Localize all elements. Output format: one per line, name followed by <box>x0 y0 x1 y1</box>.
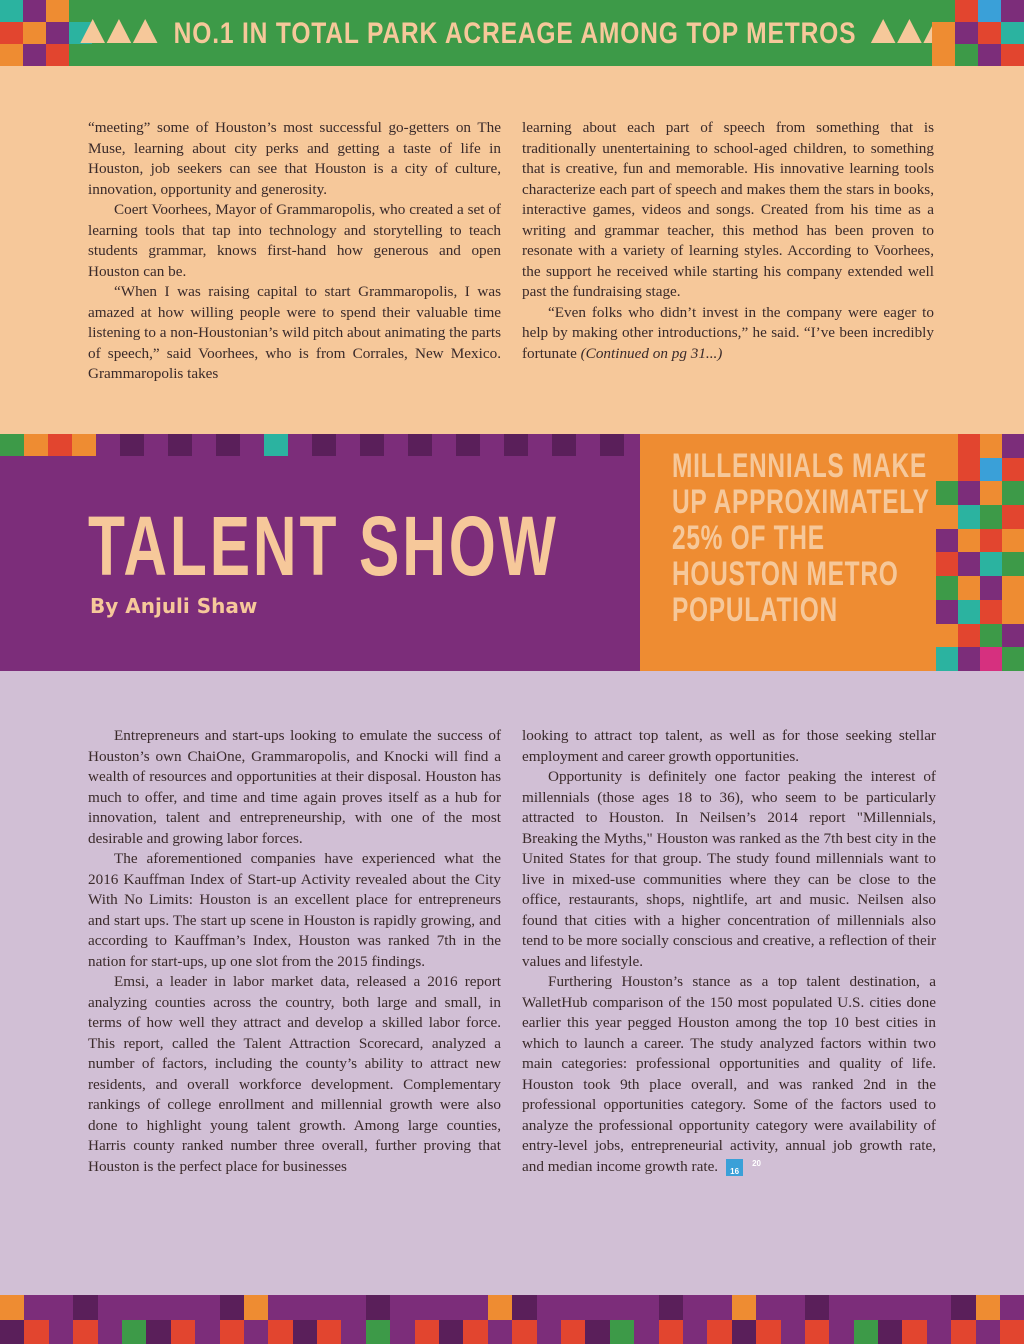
checker-tile <box>902 1295 926 1320</box>
checker-tile <box>610 1295 634 1320</box>
article-column-left <box>88 726 501 1177</box>
checker-tile <box>585 1295 609 1320</box>
checker-tile <box>659 1320 683 1344</box>
band-right-tiles <box>936 434 1024 671</box>
checker-tile <box>244 1320 268 1344</box>
checker-tile <box>98 1295 122 1320</box>
checker-tile <box>537 1320 561 1344</box>
year-2016-icon <box>726 1158 762 1176</box>
checker-tile <box>24 1320 48 1344</box>
paragraph: “meeting” some of Houston’s most successful go-getters on The Muse, learning about city perks and getting a taste of life in Houston, job seekers can see that Houston is a city of culture, innovation, opportunity and generosity. <box>88 119 501 198</box>
continued-article-section <box>0 66 1024 434</box>
paragraph: Coert Voorhees, Mayor of Grammaropolis, who created a set of learning tools that tap into technology and storytelling to teach students grammar, knows first-hand how generous and open Houston can be. <box>88 201 501 280</box>
checker-tile <box>0 1295 24 1320</box>
checker-tile <box>683 1295 707 1320</box>
continued-column-right <box>522 118 934 364</box>
checker-tile <box>317 1295 341 1320</box>
checker-tile <box>415 1295 439 1320</box>
checker-tile <box>878 1295 902 1320</box>
checker-tile <box>98 1320 122 1344</box>
headline-band <box>0 434 1024 671</box>
checker-tile <box>488 1295 512 1320</box>
checker-tile <box>854 1320 878 1344</box>
paragraph: The aforementioned companies have experienced what the 2016 Kauffman Index of Start-up Activity revealed about the City With No Limits: Houston is an excellent place for entrepreneurs and start ups. The start up scene in Houston is rapidly growing, and according to Kauffman’s Index, Houston was ranked 7th in the nation for start-ups, up one slot from the 2015 findings. <box>88 850 501 970</box>
top-banner <box>0 0 1024 66</box>
checker-tile <box>561 1320 585 1344</box>
checker-tile <box>293 1320 317 1344</box>
bottom-checker-strip <box>0 1295 1024 1344</box>
checker-tile <box>220 1295 244 1320</box>
checker-tile <box>488 1320 512 1344</box>
article-title: TALENT SHOW <box>88 499 559 593</box>
checker-tile <box>195 1295 219 1320</box>
checker-tile <box>878 1320 902 1344</box>
checker-tile <box>24 1295 48 1320</box>
checker-tile <box>512 1295 536 1320</box>
checker-tile <box>634 1295 658 1320</box>
checker-tile <box>341 1320 365 1344</box>
checker-tile <box>537 1295 561 1320</box>
paragraph: looking to attract top talent, as well as for those seeking stellar employment and career growth opportunities. <box>522 727 936 765</box>
checker-tile <box>732 1295 756 1320</box>
checker-tile <box>829 1320 853 1344</box>
checker-tile <box>341 1295 365 1320</box>
checker-strip <box>0 434 624 456</box>
checker-tile <box>390 1320 414 1344</box>
banner-headline <box>173 12 857 56</box>
triangle-ornament-left <box>80 17 159 51</box>
checker-tile <box>390 1295 414 1320</box>
paragraph <box>522 303 934 365</box>
main-article-section <box>0 671 1024 1295</box>
byline: By Anjuli Shaw <box>90 594 258 618</box>
checker-tile <box>805 1295 829 1320</box>
checker-tile <box>976 1295 1000 1320</box>
continued-link[interactable]: (Continued on pg 31...) <box>580 344 723 362</box>
paragraph: Emsi, a leader in labor market data, released a 2016 report analyzing counties across the country, both large and small, in terms of how well they attract and develop a skilled labor force. This report, called the Talent Attraction Scorecard, analyzed a number of factors, including the county’s ability to attract new residents, and overall workforce development. Complementary rankings of college enrollment and millennial growth were also done to highlight young talent growth. Among large counties, Harris county ranked number three overall, further proving that Houston is the perfect place for businesses <box>88 973 501 1175</box>
checker-tile <box>73 1295 97 1320</box>
checker-tile <box>951 1295 975 1320</box>
checker-tile <box>122 1295 146 1320</box>
checker-tile <box>244 1295 268 1320</box>
checker-tile <box>854 1295 878 1320</box>
checker-tile <box>829 1295 853 1320</box>
paragraph <box>522 972 936 1177</box>
checker-tile <box>146 1295 170 1320</box>
checker-tile <box>781 1320 805 1344</box>
continued-column-left <box>88 118 501 385</box>
paragraph: Entrepreneurs and start-ups looking to emulate the success of Houston’s own ChaiOne, Grammaropolis, and Knocki will find a wealth of resources and opportunities at their disposal. Houston has much to offer, and time and time again proves itself as a hub for innovation, talent and entrepreneurship, with one of the most desirable and growing labor forces. <box>88 727 501 847</box>
checker-tile <box>439 1320 463 1344</box>
checker-tile <box>146 1320 170 1344</box>
checker-tile <box>976 1320 1000 1344</box>
banner-left-tiles <box>0 0 92 66</box>
stat-callout: MILLENNIALS MAKE UP APPROXIMATELY 25% OF THE HOUSTON METRO POPULATION <box>672 447 930 629</box>
checker-tile <box>195 1320 219 1344</box>
checker-tile <box>463 1295 487 1320</box>
checker-tile <box>634 1320 658 1344</box>
checker-tile <box>439 1295 463 1320</box>
checker-tile <box>317 1320 341 1344</box>
checker-tile <box>171 1295 195 1320</box>
checker-tile <box>927 1320 951 1344</box>
checker-tile <box>293 1295 317 1320</box>
checker-tile <box>122 1320 146 1344</box>
checker-tile <box>756 1295 780 1320</box>
stat-callout-panel <box>640 434 936 671</box>
paragraph: Opportunity is definitely one factor peaking the interest of millennials (those ages 18 to 36), who seem to be particularly attracted to Houston. In Neilsen’s 2014 report "Millennials, Breaking the Myths," Houston was ranked as the 7th best city in the United States for that group. The study found millennials want to live in mixed-use communities where they can be close to the office, restaurants, shops, nightlife, art and music. Neilsen also found that cities with a higher concentration of millennials also tend to be more socially conscious and creative, a reflection of their values and lifestyle. <box>522 768 936 970</box>
checker-tile <box>0 1320 24 1344</box>
checker-tile <box>49 1320 73 1344</box>
icon-line-2: 16 <box>730 1166 740 1176</box>
checker-tile <box>610 1320 634 1344</box>
article-column-right <box>522 726 936 1177</box>
paragraph: learning about each part of speech from something that is traditionally unentertaining to school-aged children, to something that is creative, fun and memorable. His innovative learning tools characterize each part of speech and makes them the stars in books, interactive games, videos and songs. Created from his time as a writing and grammar teacher, this method has been proven to resonate with a variety of learning styles. According to Voorhees, the support he received while starting his company extended well past the fundraising stage. <box>522 119 934 300</box>
checker-tile <box>1000 1295 1024 1320</box>
paragraph-text: “Even folks who didn’t invest in the company were eager to help by making other introductions,” he said. “I’ve been incredibly fortunate <box>522 303 934 362</box>
checker-tile <box>366 1295 390 1320</box>
checker-tile <box>902 1320 926 1344</box>
checker-tile <box>49 1295 73 1320</box>
checker-tile <box>707 1295 731 1320</box>
checker-tile <box>659 1295 683 1320</box>
checker-tile <box>707 1320 731 1344</box>
checker-tile <box>73 1320 97 1344</box>
checker-tile <box>585 1320 609 1344</box>
checker-tile <box>171 1320 195 1344</box>
headline-panel <box>0 434 640 671</box>
checker-tile <box>268 1320 292 1344</box>
icon-line-1: 20 <box>752 1158 762 1168</box>
banner-right-tiles <box>932 0 1024 66</box>
checker-tile <box>512 1320 536 1344</box>
checker-tile <box>1000 1320 1024 1344</box>
checker-tile <box>268 1295 292 1320</box>
checker-tile <box>220 1320 244 1344</box>
paragraph-text: Furthering Houston’s stance as a top talent destination, a WalletHub comparison of the 150 most populated U.S. cities done earlier this year pegged Houston among the top 10 best cities in which to launch a career. The study analyzed factors within two main categories: professional opportunities and quality of life. Houston took 9th place overall, and was ranked 2nd in the professional opportunities category. Some of the factors used to analyze the professional opportunity category were availability of entry-level jobs, entrepreneurial activity, annual job growth rate, and median income growth rate. <box>522 973 936 1175</box>
checker-tile <box>463 1320 487 1344</box>
paragraph: “When I was raising capital to start Grammaropolis, I was amazed at how willing people were to spend their valuable time listening to a non-Houstonian’s wild pitch about animating the parts of speech,” said Voorhees, who is from Corrales, New Mexico. Grammaropolis takes <box>88 283 501 382</box>
checker-tile <box>951 1320 975 1344</box>
checker-tile <box>732 1320 756 1344</box>
banner-title-text: NO.1 IN TOTAL PARK ACREAGE AMONG TOP METROS <box>173 17 857 50</box>
checker-tile <box>683 1320 707 1344</box>
checker-tile <box>366 1320 390 1344</box>
checker-tile <box>805 1320 829 1344</box>
checker-tile <box>756 1320 780 1344</box>
checker-tile <box>415 1320 439 1344</box>
checker-tile <box>927 1295 951 1320</box>
checker-tile <box>561 1295 585 1320</box>
checker-tile <box>781 1295 805 1320</box>
